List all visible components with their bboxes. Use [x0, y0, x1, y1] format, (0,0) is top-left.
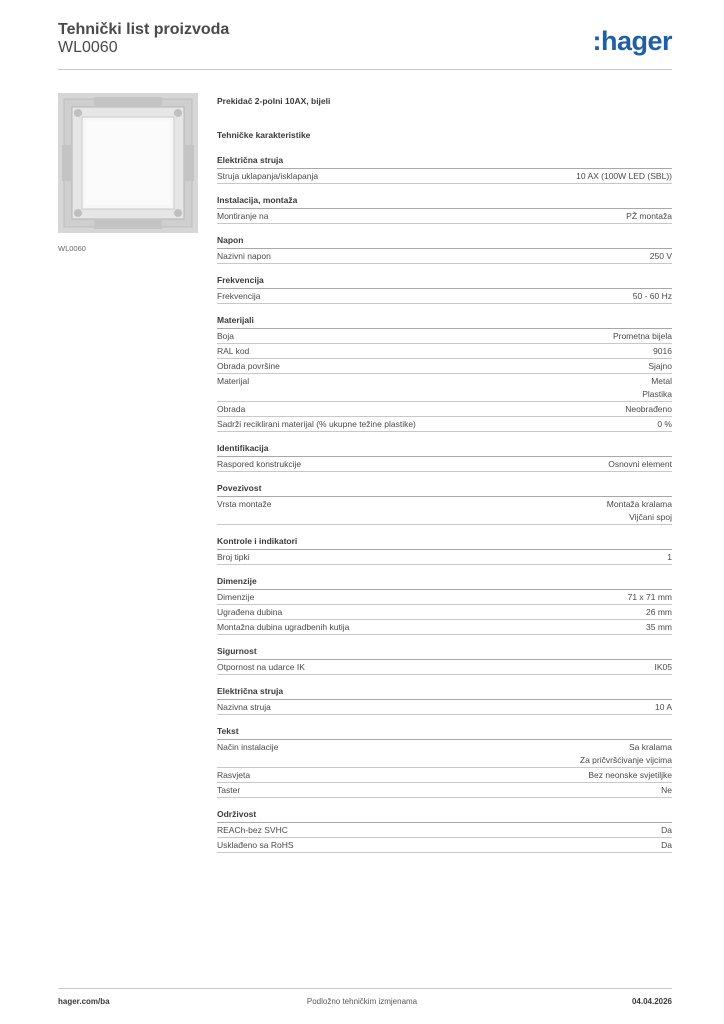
spec-value-line: IK05: [654, 662, 672, 672]
spec-value-line: Prometna bijela: [612, 331, 672, 341]
spec-row: [217, 329, 672, 344]
footer-website-link[interactable]: hager.com/ba: [58, 997, 110, 1006]
spec-group-heading: Materijali: [217, 315, 672, 329]
spec-value-line: PŽ montaža: [626, 211, 672, 221]
spec-value-line: 0 %: [657, 419, 672, 429]
spec-label: Usklađeno sa RoHS: [217, 840, 294, 850]
spec-group: [217, 483, 672, 525]
spec-label: Način instalacije: [217, 742, 279, 752]
spec-row: [217, 249, 672, 264]
spec-value: [626, 210, 672, 223]
spec-label: Broj tipki: [217, 552, 250, 562]
spec-value: [648, 360, 672, 373]
spec-label: Montiranje na: [217, 211, 269, 221]
spec-group-heading: Instalacija, montaža: [217, 195, 672, 209]
spec-value: [655, 701, 672, 714]
spec-group: [217, 155, 672, 184]
spec-value: [653, 345, 672, 358]
footer-date: 04.04.2026: [631, 997, 672, 1006]
spec-group: [217, 576, 672, 635]
spec-row: [217, 700, 672, 715]
spec-label: Sadrži reciklirani materijal (% ukupne težine plastike): [217, 419, 416, 429]
footer-divider: [58, 988, 672, 989]
spec-value: [628, 591, 672, 604]
spec-group: [217, 646, 672, 675]
spec-group-heading: Održivost: [217, 809, 672, 823]
spec-label: REACh-bez SVHC: [217, 825, 288, 835]
spec-row: [217, 209, 672, 224]
spec-row: [217, 550, 672, 565]
spec-group: [217, 726, 672, 798]
product-name: Prekidač 2-polni 10AX, bijeli: [217, 96, 331, 106]
switch-illustration: [58, 93, 198, 233]
spec-value-line: Sjajno: [648, 361, 672, 371]
spec-value-line: Vijčani spoj: [629, 512, 672, 522]
spec-label: Rasvjeta: [217, 770, 251, 780]
spec-row: [217, 605, 672, 620]
spec-value: [613, 330, 672, 343]
spec-value: [650, 250, 672, 263]
spec-value: [667, 551, 672, 564]
spec-row: [217, 660, 672, 675]
spec-value-line: Da: [661, 825, 672, 835]
spec-group-heading: Tekst: [217, 726, 672, 740]
spec-group: [217, 275, 672, 304]
spec-row: [217, 620, 672, 635]
spec-row: [217, 402, 672, 417]
spec-group-heading: Frekvencija: [217, 275, 672, 289]
spec-row: [217, 169, 672, 184]
spec-value: [607, 498, 672, 524]
spec-label: Nazivna struja: [217, 702, 271, 712]
spec-section-title: Tehničke karakteristike: [217, 130, 311, 140]
logo-dots: :: [592, 26, 601, 56]
spec-label: RAL kod: [217, 346, 250, 356]
spec-label: Obrada površine: [217, 361, 280, 371]
spec-value: [661, 784, 672, 797]
spec-label: Obrada: [217, 404, 246, 414]
spec-value-line: 9016: [653, 346, 672, 356]
document-title: Tehnički list proizvoda: [58, 21, 230, 38]
spec-label: Frekvencija: [217, 291, 261, 301]
spec-value-line: 26 mm: [646, 607, 672, 617]
spec-group: [217, 235, 672, 264]
spec-row: [217, 289, 672, 304]
spec-value: [588, 769, 672, 782]
logo-text: hager: [600, 26, 672, 56]
spec-label: Vrsta montaže: [217, 499, 272, 509]
spec-value: [646, 606, 672, 619]
spec-label: Ugrađena dubina: [217, 607, 283, 617]
spec-value: [580, 741, 672, 767]
spec-label: Struja uklapanja/isklapanja: [217, 171, 319, 181]
spec-group: [217, 195, 672, 224]
spec-value: [661, 824, 672, 837]
spec-group: [217, 315, 672, 432]
spec-value-line: Neobrađeno: [625, 404, 672, 414]
spec-row: [217, 344, 672, 359]
spec-value-line: 71 x 71 mm: [627, 592, 672, 602]
spec-value-line: Metal: [651, 376, 672, 386]
spec-group-heading: Napon: [217, 235, 672, 249]
image-caption: WL0060: [58, 244, 86, 253]
spec-value-line: Sa kralama: [629, 742, 672, 752]
spec-value: [646, 621, 672, 634]
spec-value-line: 10 A: [654, 702, 672, 712]
spec-value-line: Osnovni element: [608, 459, 672, 469]
spec-group-heading: Sigurnost: [217, 646, 672, 660]
spec-value-line: Bez neonske svjetiljke: [588, 770, 672, 780]
spec-label: Boja: [217, 331, 235, 341]
footer-disclaimer: Podložno tehničkim izmjenama: [306, 997, 418, 1006]
spec-label: Otpornost na udarce IK: [217, 662, 305, 672]
spec-value: [661, 839, 672, 852]
spec-value: [633, 290, 672, 303]
spec-value-line: 35 mm: [646, 622, 672, 632]
spec-group: [217, 809, 672, 853]
spec-value-line: Ne: [661, 785, 672, 795]
spec-groups: [217, 155, 672, 853]
spec-row: [217, 768, 672, 783]
spec-value-line: Plastika: [642, 389, 672, 399]
spec-value: [576, 170, 672, 183]
spec-value-line: 1: [667, 552, 672, 562]
spec-value: [625, 403, 672, 416]
spec-row: [217, 359, 672, 374]
spec-label: Taster: [217, 785, 241, 795]
spec-group: [217, 536, 672, 565]
spec-sheet: [217, 96, 672, 853]
spec-value-line: 10 AX (100W LED (SBL)): [576, 171, 672, 181]
spec-row: [217, 374, 672, 402]
spec-value-line: Za pričvršćivanje vijcima: [579, 755, 672, 765]
spec-group-heading: Dimenzije: [217, 576, 672, 590]
spec-row: [217, 590, 672, 605]
spec-value-line: Montaža kralama: [606, 499, 672, 509]
spec-value: [655, 661, 673, 674]
spec-group-heading: Povezivost: [217, 483, 672, 497]
spec-value: [608, 458, 672, 471]
spec-group-heading: Identifikacija: [217, 443, 672, 457]
spec-value: [642, 375, 672, 401]
spec-label: Materijal: [217, 376, 250, 386]
document-code: WL0060: [58, 39, 118, 56]
spec-label: Nazivni napon: [217, 251, 271, 261]
spec-value-line: 50 - 60 Hz: [632, 291, 672, 301]
header-divider: [58, 69, 672, 70]
spec-row: [217, 823, 672, 838]
product-image: [58, 93, 198, 233]
spec-row: [217, 497, 672, 525]
spec-row: [217, 783, 672, 798]
spec-row: [217, 457, 672, 472]
spec-row: [217, 838, 672, 853]
spec-value-line: Da: [661, 840, 672, 850]
spec-group: [217, 686, 672, 715]
spec-value: [657, 418, 672, 431]
hager-logo: [592, 26, 672, 57]
spec-row: [217, 417, 672, 432]
spec-group-heading: Kontrole i indikatori: [217, 536, 672, 550]
spec-label: Dimenzije: [217, 592, 255, 602]
spec-row: [217, 740, 672, 768]
spec-group: [217, 443, 672, 472]
spec-label: Montažna dubina ugradbenih kutija: [217, 622, 350, 632]
spec-value-line: 250 V: [649, 251, 672, 261]
spec-group-heading: Električna struja: [217, 686, 672, 700]
spec-label: Raspored konstrukcije: [217, 459, 302, 469]
spec-group-heading: Električna struja: [217, 155, 672, 169]
